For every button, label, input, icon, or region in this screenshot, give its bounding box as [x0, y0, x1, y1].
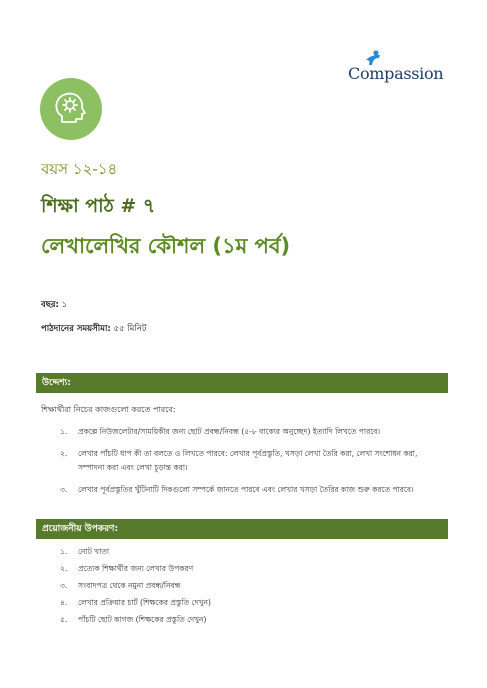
item-number: ৪.	[60, 598, 68, 607]
item-text: নোট খাতা	[78, 547, 110, 556]
year-value: ১	[61, 300, 68, 310]
item-text: লেখার প্রক্রিয়ার চার্ট (শিক্ষকের প্রস্তুতি দেখুন)	[78, 598, 211, 607]
year-line	[41, 298, 67, 312]
head-gear-icon	[40, 78, 102, 140]
lesson-number: শিক্ষা পাঠ # ৭	[41, 195, 156, 217]
list-item	[60, 425, 445, 439]
item-number: ২.	[60, 449, 68, 458]
duration-value: ৫৫ মিনিট	[113, 324, 147, 334]
list-item	[60, 562, 360, 576]
item-number: ১.	[60, 547, 68, 556]
age-range: বয়স ১২-১৪	[41, 160, 118, 178]
item-text: লেখার পাঁচটি ধাপ কী তা বলতে ও লিখতে পারবে: লেখার পূর্বপ্রস্তুতি, খসড়া লেখা তৈরি করা, লেখা সংশোধন করা, সম্পাদনা করা এবং লেখা চূড়ান্ত করা।	[78, 449, 418, 472]
item-text: সংবাদপত্র থেকে নমুনা প্রবন্ধ/নিবন্ধ	[78, 581, 181, 590]
logo-text: Compassion	[348, 64, 444, 83]
list-item	[60, 596, 360, 610]
item-number: ১.	[60, 427, 68, 436]
year-label: বছর:	[41, 300, 59, 310]
compassion-logo	[348, 50, 448, 86]
item-text: প্রকল্পে নিউজলেটার/সাময়িকীর জন্য ছোট প্রবন্ধ/নিবন্ধ (৫-৮ বাক্যের অনুচ্ছেদ) ইত্যাদি লিখতে পারবে।	[78, 427, 381, 436]
duration-line	[41, 322, 147, 336]
lesson-badge	[40, 78, 102, 140]
item-number: ৫.	[60, 615, 68, 624]
item-text: লেখার পূর্বপ্রস্তুতির খুঁটিনাটি দিকগুলো সম্পর্কে জানতে পারবে এবং লেখার খসড়া তৈরির কাজ শুরু করতে পারবে।	[78, 485, 414, 494]
objectives-heading: উদ্দেশ্য:	[36, 373, 448, 393]
duration-label: পাঠদানের সময়সীমা:	[41, 324, 111, 334]
item-number: ২.	[60, 564, 68, 573]
list-item	[60, 579, 360, 593]
list-item	[60, 613, 360, 627]
list-item	[60, 483, 445, 497]
materials-list	[60, 545, 360, 630]
list-item	[60, 447, 445, 475]
objectives-list	[60, 425, 445, 505]
item-number: ৩.	[60, 581, 68, 590]
item-text: প্রত্যেক শিক্ষার্থীর জন্য লেখার উপকরণ	[78, 564, 194, 573]
item-number: ৩.	[60, 485, 68, 494]
objectives-intro: শিক্ষার্থীরা নিচের কাজগুলো করতে পারবে:	[41, 405, 176, 414]
item-text: পাঁচটি ছোট কাগজ (শিক্ষকের প্রস্তুতি দেখুন)	[78, 615, 207, 624]
materials-heading: প্রয়োজনীয় উপকরণ:	[36, 519, 448, 539]
list-item	[60, 545, 360, 559]
lesson-title: লেখালেখির কৌশল (১ম পর্ব)	[41, 234, 291, 258]
